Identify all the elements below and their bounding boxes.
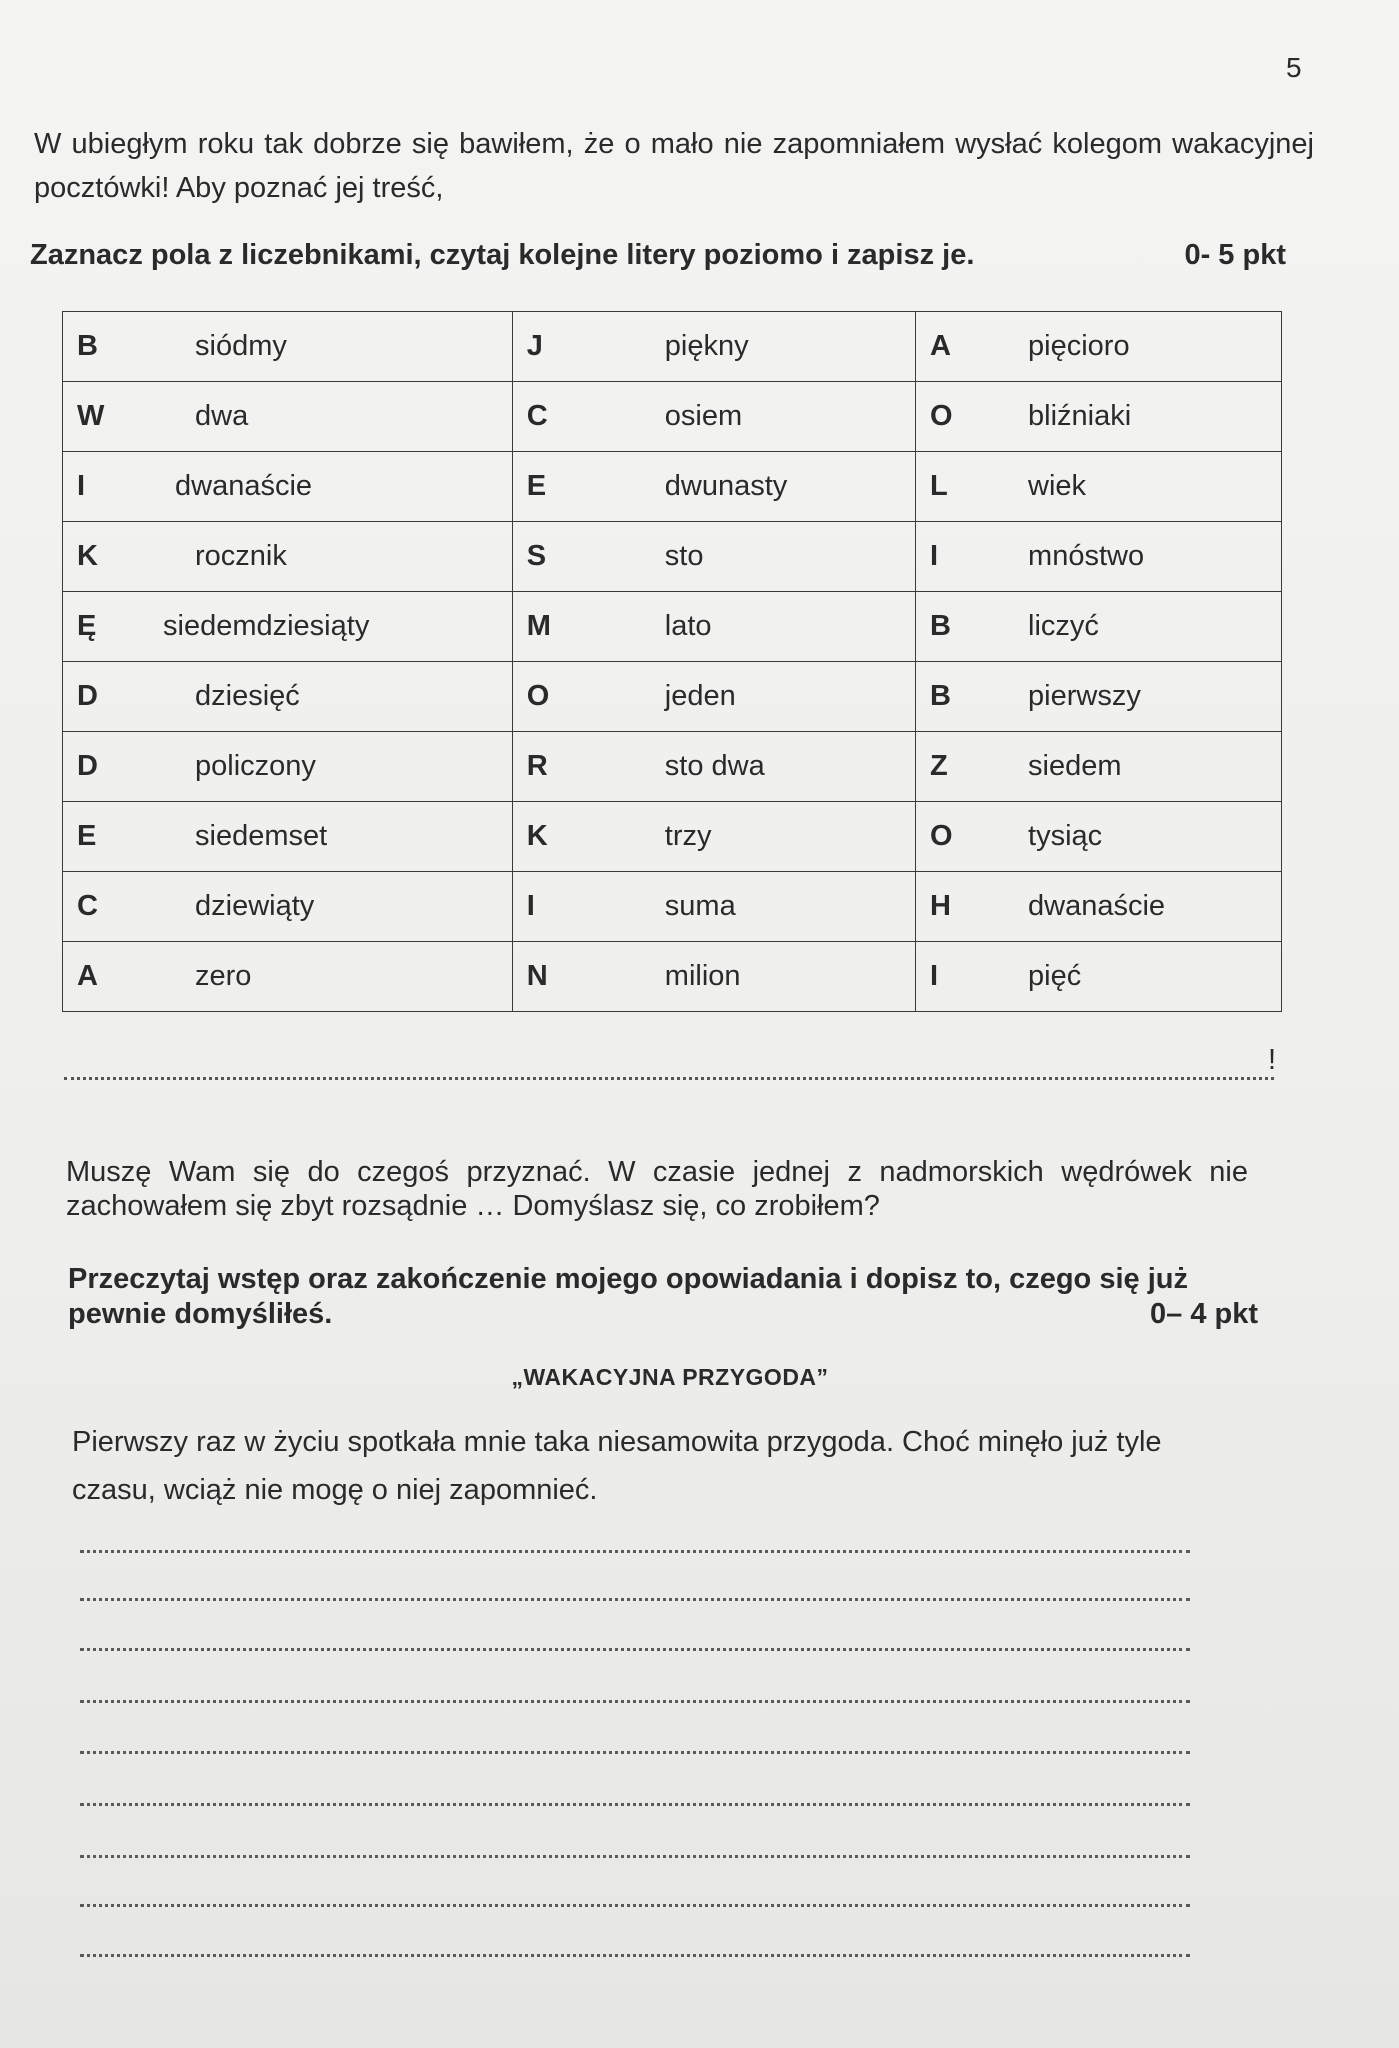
grid-word: policzony (195, 750, 316, 782)
grid-word: wiek (1028, 470, 1087, 502)
grid-word: dwunasty (664, 470, 788, 502)
grid-letter: M (526, 610, 551, 642)
grid-letter: S (526, 540, 547, 572)
grid-letter: B (77, 330, 98, 362)
grid-letter: Ę (77, 610, 97, 642)
grid-cell[interactable] (916, 732, 1282, 802)
grid-cell[interactable] (63, 732, 513, 802)
task2-points: 0– 4 pkt (1150, 1298, 1258, 1330)
grid-cell[interactable] (512, 592, 915, 662)
grid-word: sto (664, 540, 704, 572)
grid-word: zero (195, 960, 252, 992)
grid-letter: I (77, 470, 86, 502)
grid-row (63, 522, 1282, 592)
intro-text: W ubiegłym roku tak dobrze się bawiłem, że o mało nie zapomniałem wysłać kolegom wakacyjnej pocztówki! Aby poznać jej treść, (34, 128, 1314, 204)
grid-cell[interactable] (512, 942, 915, 1012)
grid-letter: B (930, 680, 951, 712)
grid-cell[interactable] (512, 872, 915, 942)
grid-cell[interactable] (512, 802, 915, 872)
grid-cell[interactable] (63, 452, 513, 522)
grid-cell[interactable] (63, 802, 513, 872)
task2-text: Przeczytaj wstęp oraz zakończenie mojego opowiadania i dopisz to, czego się już pewnie domyśliłeś. (68, 1263, 1188, 1330)
grid-letter: O (526, 680, 550, 712)
writing-line[interactable] (80, 1596, 1190, 1601)
grid-word: pięć (1028, 960, 1082, 992)
grid-cell[interactable] (916, 522, 1282, 592)
grid-letter: E (526, 470, 547, 502)
writing-line[interactable] (80, 1698, 1190, 1703)
grid-letter: C (526, 400, 548, 432)
answer-exclamation: ! (1268, 1044, 1277, 1076)
grid-letter: B (930, 610, 951, 642)
grid-cell[interactable] (512, 452, 915, 522)
grid-letter: D (77, 680, 98, 712)
grid-letter: C (77, 890, 98, 922)
grid-word: jeden (664, 680, 736, 712)
story-title: „WAKACYJNA PRZYGODA” (511, 1364, 829, 1390)
grid-word: pięcioro (1028, 330, 1130, 362)
grid-letter: I (930, 960, 939, 992)
task1-instruction (30, 238, 1310, 273)
grid-cell[interactable] (63, 312, 513, 382)
grid-cell[interactable] (512, 522, 915, 592)
grid-row (63, 732, 1282, 802)
grid-word: dwa (195, 400, 249, 432)
grid-cell[interactable] (512, 382, 915, 452)
grid-row (63, 312, 1282, 382)
grid-letter: W (77, 400, 105, 432)
grid-word: piękny (664, 330, 749, 362)
grid-word: siedem (1028, 750, 1122, 782)
confession-text: Muszę Wam się do czegoś przyznać. W czasie jednej z nadmorskich wędrówek nie zachowałem się zbyt rozsądnie … Domyślasz się, co zrobiłem? (66, 1156, 1248, 1222)
grid-letter: K (526, 820, 548, 852)
grid-cell[interactable] (512, 662, 915, 732)
writing-line[interactable] (80, 1646, 1190, 1651)
grid-letter: A (77, 960, 98, 992)
grid-row (63, 452, 1282, 522)
page-number: 5 (1286, 52, 1302, 83)
grid-word: dwanaście (175, 470, 313, 502)
grid-cell[interactable] (512, 312, 915, 382)
grid-word: trzy (664, 820, 712, 852)
grid-word: liczyć (1028, 610, 1099, 642)
writing-line[interactable] (80, 1902, 1190, 1907)
grid-letter: J (526, 330, 543, 362)
grid-word: sto dwa (664, 750, 765, 782)
writing-line[interactable] (80, 1801, 1190, 1806)
grid-row (63, 942, 1282, 1012)
grid-letter: E (77, 820, 97, 852)
grid-word: tysiąc (1028, 820, 1103, 852)
grid-cell[interactable] (63, 872, 513, 942)
grid-cell[interactable] (916, 452, 1282, 522)
grid-letter: K (77, 540, 98, 572)
grid-row (63, 592, 1282, 662)
grid-letter: O (930, 400, 953, 432)
grid-word: siódmy (195, 330, 287, 362)
grid-cell[interactable] (916, 942, 1282, 1012)
grid-cell[interactable] (63, 382, 513, 452)
grid-letter: A (930, 330, 951, 362)
grid-letter: L (930, 470, 948, 502)
grid-row (63, 382, 1282, 452)
grid-word: dwanaście (1028, 890, 1166, 922)
grid-word: mnóstwo (1028, 540, 1145, 572)
task1-points: 0- 5 pkt (1184, 239, 1286, 271)
grid-word: rocznik (195, 540, 287, 572)
grid-letter: H (930, 890, 951, 922)
grid-cell[interactable] (916, 802, 1282, 872)
grid-word: milion (664, 960, 741, 992)
grid-row (63, 872, 1282, 942)
grid-cell[interactable] (916, 592, 1282, 662)
grid-word: siedemset (195, 820, 328, 852)
grid-letter: Z (930, 750, 948, 782)
grid-cell[interactable] (916, 382, 1282, 452)
story-intro: Pierwszy raz w życiu spotkała mnie taka niesamowita przygoda. Choć minęło już tyle czasu, wciąż nie mogę o niej zapomnieć. (72, 1426, 1162, 1506)
grid-letter: N (526, 960, 548, 992)
grid-row (63, 662, 1282, 732)
task2-instruction (68, 1262, 1258, 1332)
grid-word: suma (664, 890, 736, 922)
grid-cell[interactable] (916, 312, 1282, 382)
grid-word: lato (664, 610, 712, 642)
grid-letter: R (526, 750, 548, 782)
grid-cell[interactable] (512, 732, 915, 802)
grid-cell[interactable] (63, 592, 513, 662)
answer-line[interactable] (64, 1063, 1274, 1080)
writing-line[interactable] (80, 1952, 1190, 1957)
grid-cell[interactable] (63, 942, 513, 1012)
writing-line[interactable] (80, 1853, 1190, 1858)
writing-line[interactable] (80, 1749, 1190, 1754)
grid-cell[interactable] (63, 522, 513, 592)
grid-letter: O (930, 820, 953, 852)
grid-word: bliźniaki (1028, 400, 1132, 432)
grid-word: pierwszy (1028, 680, 1141, 712)
grid-cell[interactable] (916, 872, 1282, 942)
grid-word: dziesięć (195, 680, 300, 712)
grid-row (63, 802, 1282, 872)
grid-word: dziewiąty (195, 890, 315, 922)
grid-cell[interactable] (916, 662, 1282, 732)
grid-word: osiem (664, 400, 743, 432)
grid-letter: I (526, 890, 535, 922)
letter-grid (62, 311, 1282, 1012)
task1-text: Zaznacz pola z liczebnikami, czytaj kolejne litery poziomo i zapisz je. (30, 239, 975, 271)
grid-letter: I (930, 540, 939, 572)
writing-line[interactable] (80, 1548, 1190, 1553)
grid-letter: D (77, 750, 98, 782)
grid-cell[interactable] (63, 662, 513, 732)
grid-word: siedemdziesiąty (163, 610, 370, 642)
